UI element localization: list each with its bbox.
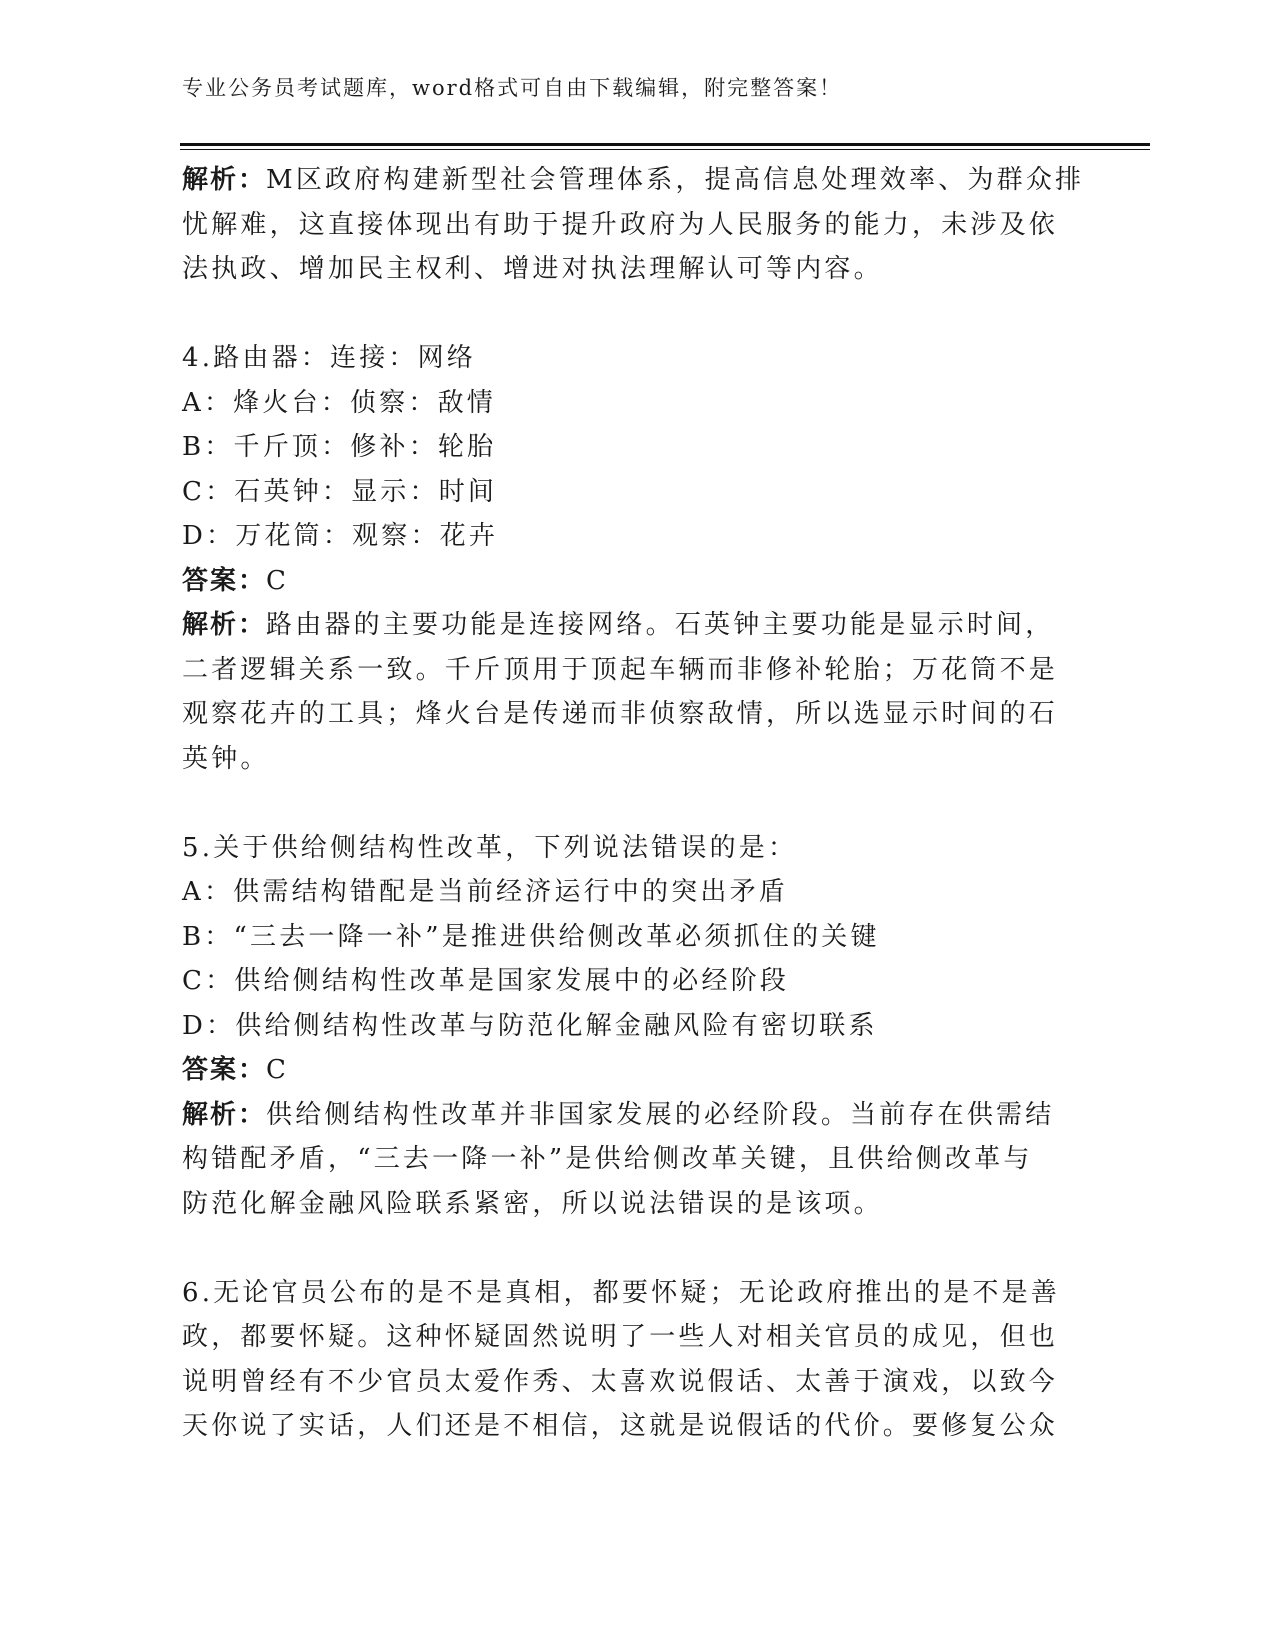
option-c: C：石英钟：显示：时间 (182, 476, 498, 507)
analysis-line: 防范化解金融风险联系紧密，所以说法错误的是该项。 (182, 1188, 883, 1219)
question-stem-line: 6.无论官员公布的是不是真相，都要怀疑；无论政府推出的是不是善 (182, 1277, 1061, 1308)
question-6 (182, 1271, 1082, 1449)
answer-label: 答案： (182, 1055, 267, 1085)
option-b: B：“三去一降一补”是推进供给侧改革必须抓住的关键 (182, 921, 880, 952)
option-a: A：烽火台：侦察：敌情 (182, 387, 496, 418)
question-stem-line: 说明曾经有不少官员太爱作秀、太喜欢说假话、太善于演戏，以致今 (182, 1366, 1059, 1397)
question-stem-line: 政，都要怀疑。这种怀疑固然说明了一些人对相关官员的成见，但也 (182, 1322, 1059, 1352)
answer-label: 答案： (182, 565, 267, 596)
header-rule-thick (180, 143, 1150, 146)
option-a: A：供需结构错配是当前经济运行中的突出矛盾 (182, 877, 788, 907)
question-stem: 4.路由器：连接：网络 (182, 343, 477, 373)
analysis-line: 观察花卉的工具；烽火台是传递而非侦察敌情，所以选显示时间的石 (182, 699, 1059, 729)
analysis-line: 英钟。 (182, 743, 270, 774)
question-4 (182, 336, 1082, 781)
analysis-line: 构错配矛盾，“三去一降一补”是供给侧改革关键，且供给侧改革与 (182, 1144, 1033, 1174)
question-5 (182, 826, 1082, 1227)
analysis-line: M区政府构建新型社会管理体系，提高信息处理效率、为群众排 (266, 165, 1085, 195)
analysis-label: 解析： (182, 165, 267, 195)
document-body (182, 158, 1085, 1449)
analysis-label: 解析： (182, 1099, 267, 1130)
option-d: D：万花筒：观察：花卉 (182, 521, 499, 551)
analysis-line: 法执政、增加民主权利、增进对执法理解认可等内容。 (182, 254, 883, 284)
analysis-block-3 (182, 158, 1085, 292)
header-rule-thin (180, 149, 1150, 150)
analysis-line: 忧解难，这直接体现出有助于提升政府为人民服务的能力，未涉及依 (182, 209, 1059, 240)
analysis-line: 二者逻辑关系一致。千斤顶用于顶起车辆而非修补轮胎；万花筒不是 (182, 654, 1059, 685)
analysis-line: 供给侧结构性改革并非国家发展的必经阶段。当前存在供需结 (266, 1099, 1055, 1130)
question-stem: 5.关于供给侧结构性改革，下列说法错误的是： (182, 832, 798, 863)
option-c: C：供给侧结构性改革是国家发展中的必经阶段 (182, 966, 790, 996)
option-b: B：千斤顶：修补：轮胎 (182, 432, 497, 462)
analysis-label: 解析： (182, 610, 267, 640)
page-header: 专业公务员考试题库，word格式可自由下载编辑，附完整答案！ (182, 76, 843, 100)
analysis-line: 路由器的主要功能是连接网络。石英钟主要功能是显示时间， (266, 610, 1055, 640)
answer-value: C (266, 565, 290, 596)
answer-value: C (266, 1055, 290, 1085)
question-stem-line: 天你说了实话，人们还是不相信，这就是说假话的代价。要修复公众 (182, 1411, 1059, 1441)
option-d: D：供给侧结构性改革与防范化解金融风险有密切联系 (182, 1010, 878, 1041)
